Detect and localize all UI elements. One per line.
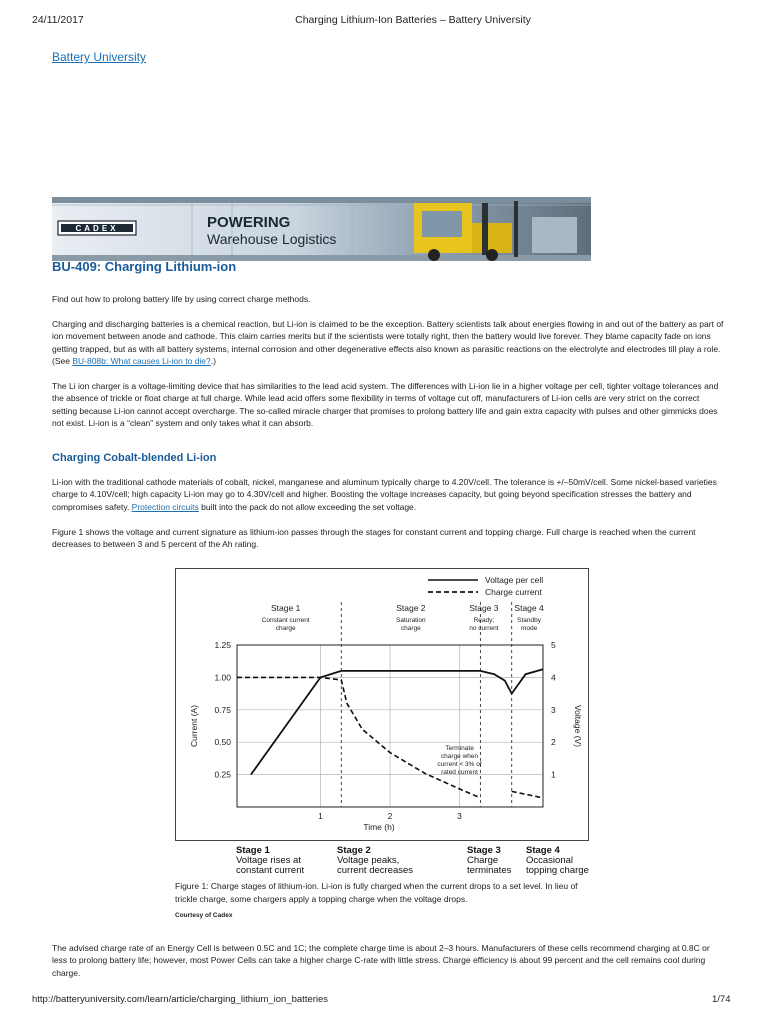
stage-label-1: Stage 1	[271, 603, 301, 613]
stage-sub-2-a: Saturation	[396, 617, 426, 624]
annotation-line-3: rated current	[441, 769, 478, 776]
y-right-tick-1: 2	[551, 737, 556, 748]
legend-voltage-label: Voltage per cell	[485, 575, 544, 585]
legend-current-label: Charge current	[485, 587, 542, 597]
y-left-tick-3: 1.00	[214, 672, 231, 683]
stage-3-description: Stage 3 Charge terminates	[467, 845, 512, 876]
stage-sub-2-b: charge	[400, 625, 421, 632]
intro-paragraph: Find out how to prolong battery life by using correct charge methods.	[52, 294, 311, 304]
protection-circuits-link[interactable]: Protection circuits	[131, 501, 199, 512]
y-left-tick-1: 0.50	[214, 737, 231, 748]
stage-sub-1-a: Constant current	[261, 617, 310, 624]
y-right-tick-0: 1	[551, 769, 556, 780]
y-left-tick-0: 0.25	[214, 769, 231, 780]
banner-graphic	[52, 197, 591, 261]
paragraph-1: Charging and discharging batteries is a chemical reaction, but Li-ion is claimed to be the exception. Battery scientists talk about energies flowing in and out of the battery as part of ion movement between anode and cathode. This claim carries merits but if the scientists were totally right, then the battery would live forever. They blame capacity fade on ions getting trapped, but as with all battery systems, internal corrosion and other degenerative effects also known as parasitic reactions on the electrolyte and electrodes till play a role. (See BU-808b: What causes Li-ion to die?.)	[52, 319, 724, 367]
paragraph-3: Li-ion with the traditional cathode materials of cobalt, nickel, manganese and aluminum typically charge to 4.20V/cell. The tolerance is +/–50mV/cell. Some nickel-based varieties charge to 4.10V/cell; high capacity Li-ion may go to 4.30V/cell and higher. Boosting the voltage increases capacity, but going beyond specification stresses the battery and compromises safety. Protection circuits built into the pack do not allow exceeding the set voltage.	[52, 477, 717, 512]
y-left-tick-4: 1.25	[214, 640, 231, 650]
stage-sub-1-b: charge	[275, 625, 296, 632]
y-right-axis-label: Voltage (V)	[573, 704, 583, 748]
stage-sub-3-b: no current	[469, 625, 499, 632]
y-right-tick-3: 4	[551, 672, 556, 683]
x-axis-label: Time (h)	[363, 822, 395, 832]
stage-label-2: Stage 2	[396, 603, 426, 613]
y-right-tick-4: 5	[551, 640, 556, 650]
charge-chart	[175, 568, 589, 841]
section-title: Charging Cobalt-blended Li-ion	[52, 452, 217, 464]
stage-2-description: Stage 2 Voltage peaks, current decreases	[337, 845, 414, 876]
cadex-banner	[52, 197, 591, 261]
battery-university-link[interactable]: Battery University	[52, 50, 147, 64]
stage-sub-3-a: Ready;	[473, 617, 495, 624]
paragraph-4: Figure 1 shows the voltage and current signature as lithium-ion passes through the stages for constant current and topping charge. Full charge is reached when the current decreases to between 3 and 5 percent of the Ah rating.	[52, 527, 696, 550]
bu-808b-link[interactable]: BU-808b: What causes Li-ion to die?	[72, 356, 211, 367]
x-tick-0: 1	[318, 811, 323, 821]
figure-caption: Figure 1: Charge stages of lithium-ion. Li-ion is fully charged when the current drops to a set level. In lieu of trickle charge, some chargers apply a topping charge when the voltage drops.	[175, 881, 578, 904]
stage-1-description: Stage 1 Voltage rises at constant current	[236, 845, 305, 876]
cadex-logo: CADEX	[75, 224, 119, 233]
y-right-tick-2: 3	[551, 704, 556, 715]
banner-line1: POWERING	[207, 214, 291, 231]
banner-line2: Warehouse Logistics	[207, 231, 337, 247]
stage-label-3: Stage 3	[469, 603, 499, 613]
charge-stages-figure	[175, 568, 589, 841]
footer-page: 1/74	[712, 994, 731, 1005]
stage-sub-4-b: mode	[520, 625, 538, 632]
stage-sub-4-a: Standby	[517, 617, 542, 624]
y-left-axis-label: Current (A)	[189, 704, 199, 748]
page-title: BU-409: Charging Lithium-ion	[52, 259, 237, 274]
annotation-line-1: charge when	[440, 753, 479, 760]
figure-courtesy: Courtesy of Cadex	[175, 912, 233, 919]
print-date: 24/11/2017	[32, 14, 84, 26]
stage-label-4: Stage 4	[514, 603, 544, 613]
stage-4-description: Stage 4 Occasional topping charge	[526, 845, 589, 876]
x-tick-2: 3	[457, 811, 462, 821]
y-left-tick-2: 0.75	[214, 704, 231, 715]
footer-url: http://batteryuniversity.com/learn/article/charging_lithium_ion_batteries	[32, 994, 329, 1005]
x-tick-1: 2	[387, 811, 393, 821]
annotation-line-2: current < 3% of	[437, 761, 482, 768]
paragraph-5: The advised charge rate of an Energy Cell is between 0.5C and 1C; the complete charge time is about 2–3 hours. Manufacturers of these cells recommend charging at 0.8C or less to prolong battery life; however, most Power Cells can take a higher charge C-rate with little stress. Charge efficiency is about 99 percent and the cell remains cool during charge.	[52, 943, 710, 978]
print-title: Charging Lithium-Ion Batteries – Battery University	[295, 14, 531, 26]
annotation-line-0: Terminate	[445, 745, 474, 752]
paragraph-2: The Li ion charger is a voltage-limiting device that has similarities to the lead acid system. The differences with Li-ion lie in a higher voltage per cell, tighter voltage tolerances and the absence of trickle or float charge at full charge. While lead acid offers some flexibility in terms of voltage cut off, manufacturers of Li-ion cells are very strict on the correct setting because Li-ion cannot accept overcharge. The so-called miracle charger that promises to prolong battery life and gain extra capacity with pulses and other gimmicks does not exist. Li-ion is a “clean” system and only takes what it can absorb.	[52, 381, 719, 429]
